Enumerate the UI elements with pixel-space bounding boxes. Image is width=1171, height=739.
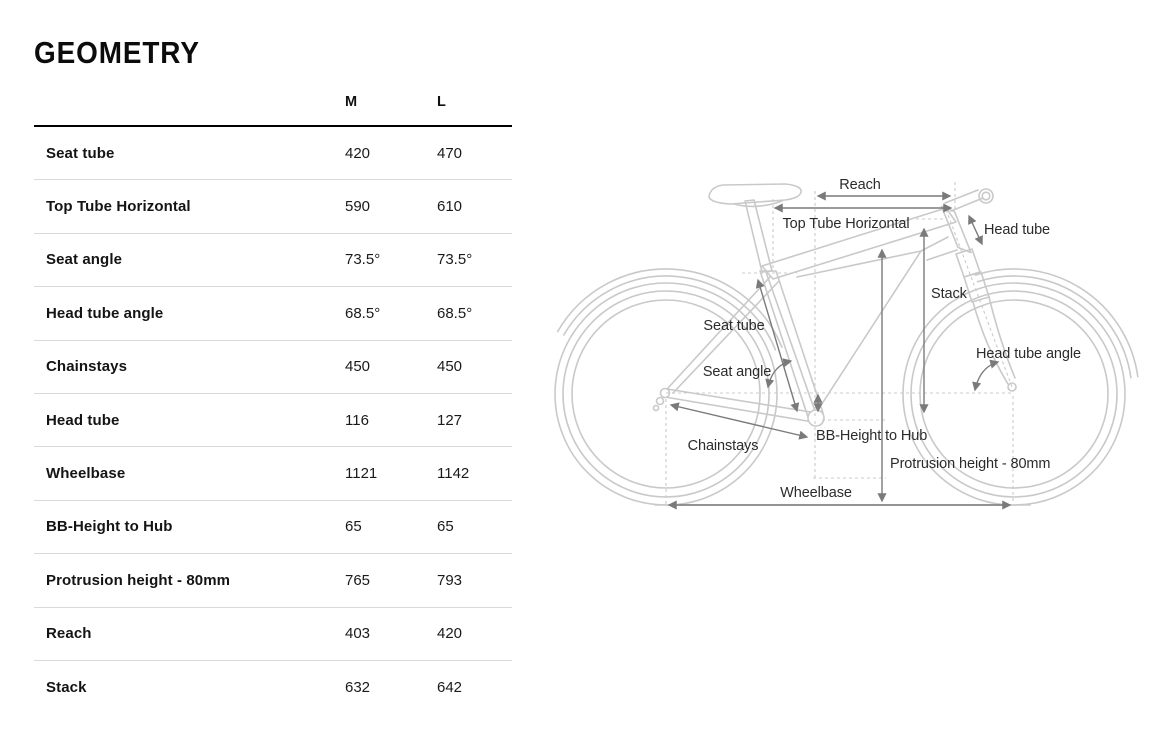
spec-value-m: 450 [345, 358, 371, 376]
chainstay [665, 389, 817, 422]
handlebar [979, 189, 993, 203]
column-header-m: M [345, 94, 358, 110]
head-tube [942, 206, 972, 252]
diagram-label-chainstays: Chainstays [687, 438, 759, 454]
spec-label: BB-Height to Hub [46, 518, 173, 536]
spec-value-m: 1121 [345, 465, 378, 483]
diagram-label-wheelbase: Wheelbase [780, 485, 852, 501]
diagram-label-seat-tube: Seat tube [703, 318, 765, 334]
spec-label: Head tube [46, 411, 120, 429]
diagram-label-stack: Stack [931, 286, 967, 302]
spec-value-l: 68.5° [437, 304, 473, 322]
spec-value-m: 65 [345, 518, 362, 536]
column-header-l: L [437, 94, 446, 110]
spec-label: Chainstays [46, 358, 128, 376]
front-dropout [1008, 383, 1016, 391]
spec-value-l: 470 [437, 144, 463, 162]
diagram-label-seat-angle: Seat angle [702, 364, 772, 380]
spec-label: Stack [46, 679, 87, 697]
seat-post [745, 200, 772, 272]
head-tube-angle-arc [975, 362, 998, 390]
spec-value-l: 793 [437, 571, 463, 589]
spec-value-m: 403 [345, 625, 371, 643]
spec-value-l: 450 [437, 358, 463, 376]
spec-value-l: 420 [437, 625, 463, 643]
head-tube-arrow [969, 216, 982, 244]
spec-value-m: 765 [345, 571, 371, 589]
seat-angle-arc [768, 361, 791, 387]
spec-value-m: 632 [345, 679, 371, 697]
diagram-label-bb-height-to-hub: BB-Height to Hub [816, 428, 928, 444]
spec-label: Head tube angle [46, 304, 164, 322]
diagram-label-protrusion-height: Protrusion height - 80mm [890, 456, 1051, 472]
rear-derailleur [657, 398, 664, 405]
diagram-label-top-tube-horizontal: Top Tube Horizontal [782, 216, 910, 232]
diagram-label-reach: Reach [839, 177, 881, 193]
spec-value-m: 116 [345, 411, 369, 429]
diagram-labels [688, 177, 1081, 501]
spec-value-m: 73.5° [345, 251, 381, 269]
spec-label: Seat angle [46, 251, 123, 269]
spec-label: Reach [46, 625, 92, 643]
rear-fender [558, 269, 782, 347]
fork-blade [973, 297, 1015, 384]
spec-value-l: 73.5° [437, 251, 473, 269]
spec-label: Top Tube Horizontal [46, 198, 191, 216]
spec-value-m: 420 [345, 144, 371, 162]
page-title: GEOMETRY [34, 35, 200, 70]
spec-label: Seat tube [46, 144, 115, 162]
spec-value-l: 65 [437, 518, 454, 536]
spec-label: Protrusion height - 80mm [46, 571, 231, 589]
spec-value-l: 127 [437, 411, 463, 429]
diagram-label-head-tube: Head tube [984, 222, 1051, 238]
spec-value-l: 610 [437, 198, 463, 216]
diagram-label-head-tube-angle: Head tube angle [976, 346, 1081, 362]
spec-value-l: 642 [437, 679, 463, 697]
bottom-bracket [808, 410, 824, 426]
spec-value-l: 1142 [437, 465, 470, 483]
spec-value-m: 590 [345, 198, 371, 216]
spec-value-m: 68.5° [345, 304, 381, 322]
spec-label: Wheelbase [46, 465, 126, 483]
